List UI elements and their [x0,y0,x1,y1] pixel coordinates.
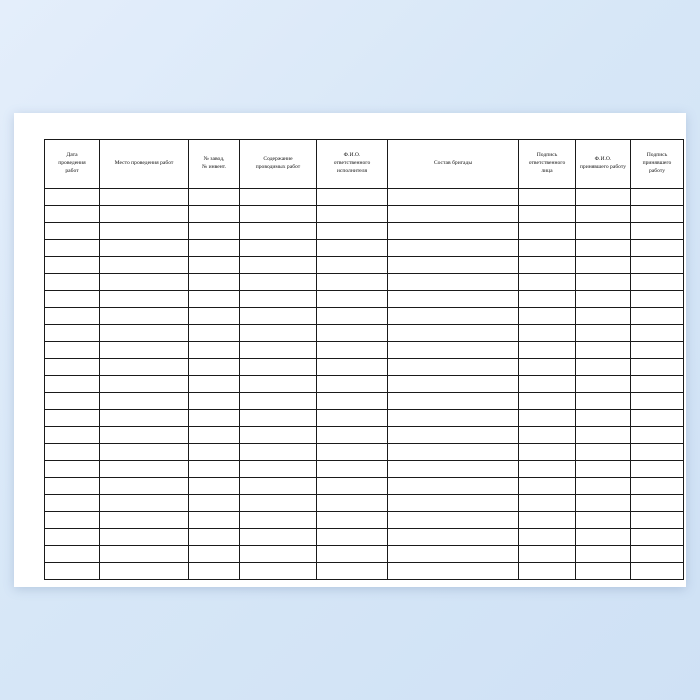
table-cell[interactable] [519,257,576,274]
table-cell[interactable] [576,495,631,512]
table-cell[interactable] [100,257,189,274]
table-cell[interactable] [189,376,240,393]
table-cell[interactable] [45,427,100,444]
table-cell[interactable] [45,359,100,376]
table-cell[interactable] [576,563,631,580]
table-cell[interactable] [631,427,684,444]
table-cell[interactable] [100,546,189,563]
table-cell[interactable] [576,478,631,495]
table-cell[interactable] [519,393,576,410]
header-line: Подпись [646,152,668,159]
table-cell[interactable] [240,274,317,291]
header-line: работ [65,167,79,174]
table-cell[interactable] [240,223,317,240]
table-cell[interactable] [388,359,519,376]
column-header-date [45,140,100,189]
table-cell[interactable] [317,495,388,512]
table-cell[interactable] [631,461,684,478]
table-cell[interactable] [317,359,388,376]
table-cell[interactable] [45,444,100,461]
header-line: Ф.И.О. [343,152,361,159]
table-cell[interactable] [317,257,388,274]
table-cell[interactable] [240,376,317,393]
table-row[interactable] [45,291,684,308]
table-cell[interactable] [519,342,576,359]
table-row[interactable] [45,410,684,427]
table-cell[interactable] [388,342,519,359]
header-line: № инвент. [201,164,227,170]
table-cell[interactable] [317,376,388,393]
column-header-numbers [189,140,240,189]
table-cell[interactable] [240,546,317,563]
table-cell[interactable] [189,308,240,325]
table-cell[interactable] [45,189,100,206]
table-cell[interactable] [576,342,631,359]
table-cell[interactable] [189,563,240,580]
table-cell[interactable] [519,529,576,546]
table-cell[interactable] [631,512,684,529]
table-cell[interactable] [189,206,240,223]
table-cell[interactable] [388,376,519,393]
table-row[interactable] [45,274,684,291]
table-cell[interactable] [388,206,519,223]
table-cell[interactable] [519,444,576,461]
table-cell[interactable] [317,546,388,563]
table-cell[interactable] [100,359,189,376]
table-cell[interactable] [388,291,519,308]
table-cell[interactable] [576,359,631,376]
column-header-place [100,140,189,189]
table-cell[interactable] [45,223,100,240]
table-cell[interactable] [45,240,100,257]
table-cell[interactable] [576,427,631,444]
table-cell[interactable] [100,427,189,444]
table-cell[interactable] [317,189,388,206]
header-line: Состав бригады [433,160,473,167]
table-cell[interactable] [388,308,519,325]
table-cell[interactable] [100,291,189,308]
table-cell[interactable] [388,325,519,342]
table-cell[interactable] [100,223,189,240]
table-cell[interactable] [519,223,576,240]
table-cell[interactable] [189,325,240,342]
table-cell[interactable] [100,529,189,546]
table-cell[interactable] [189,427,240,444]
column-header-acceptor-sign [631,140,684,189]
table-cell[interactable] [100,342,189,359]
table-row[interactable] [45,444,684,461]
table-cell[interactable] [317,206,388,223]
journal-table-wrapper [44,139,672,561]
table-cell[interactable] [240,291,317,308]
table-cell[interactable] [519,563,576,580]
table-cell[interactable] [100,512,189,529]
table-cell[interactable] [45,512,100,529]
table-row[interactable] [45,308,684,325]
table-body [45,189,684,580]
table-cell[interactable] [100,376,189,393]
table-cell[interactable] [317,512,388,529]
column-header-content [240,140,317,189]
table-cell[interactable] [576,325,631,342]
table-row[interactable] [45,529,684,546]
table-row[interactable] [45,512,684,529]
table-cell[interactable] [519,512,576,529]
table-row[interactable] [45,393,684,410]
table-cell[interactable] [631,410,684,427]
table-row[interactable] [45,563,684,580]
table-cell[interactable] [189,444,240,461]
table-cell[interactable] [45,461,100,478]
table-cell[interactable] [631,240,684,257]
table-cell[interactable] [388,223,519,240]
table-cell[interactable] [240,325,317,342]
table-row[interactable] [45,206,684,223]
table-cell[interactable] [240,427,317,444]
table-cell[interactable] [631,376,684,393]
table-cell[interactable] [631,529,684,546]
table-cell[interactable] [631,546,684,563]
table-cell[interactable] [631,257,684,274]
table-cell[interactable] [189,393,240,410]
header-line: работу [648,167,666,174]
table-cell[interactable] [388,529,519,546]
table-cell[interactable] [317,291,388,308]
header-line: Дата [66,152,78,159]
table-row[interactable] [45,376,684,393]
table-cell[interactable] [240,189,317,206]
header-line: ответственного [528,160,566,167]
table-cell[interactable] [388,274,519,291]
table-cell[interactable] [45,529,100,546]
table-cell[interactable] [45,325,100,342]
table-row[interactable] [45,189,684,206]
table-cell[interactable] [317,223,388,240]
table-cell[interactable] [189,495,240,512]
table-cell[interactable] [317,529,388,546]
table-cell[interactable] [317,478,388,495]
table-cell[interactable] [519,206,576,223]
table-cell[interactable] [100,393,189,410]
column-header-brigade [388,140,519,189]
table-cell[interactable] [388,410,519,427]
column-header-responsible [317,140,388,189]
table-cell[interactable] [388,240,519,257]
table-cell[interactable] [100,461,189,478]
table-cell[interactable] [240,495,317,512]
header-row [45,140,684,189]
table-cell[interactable] [100,478,189,495]
table-cell[interactable] [519,478,576,495]
table-cell[interactable] [576,206,631,223]
table-cell[interactable] [45,342,100,359]
header-line: Место проведения работ [114,160,174,167]
table-cell[interactable] [240,478,317,495]
table-cell[interactable] [519,308,576,325]
table-header [45,140,684,189]
table-cell[interactable] [631,291,684,308]
header-line: ответственного [333,160,371,167]
table-cell[interactable] [388,563,519,580]
table-cell[interactable] [317,342,388,359]
table-cell[interactable] [45,393,100,410]
table-cell[interactable] [388,546,519,563]
table-cell[interactable] [519,240,576,257]
table-cell[interactable] [317,461,388,478]
column-header-sign-responsible [519,140,576,189]
table-cell[interactable] [317,325,388,342]
table-cell[interactable] [240,308,317,325]
table-cell[interactable] [189,257,240,274]
header-line: лица [541,167,553,174]
table-cell[interactable] [388,512,519,529]
table-cell[interactable] [240,393,317,410]
table-row[interactable] [45,546,684,563]
table-cell[interactable] [189,410,240,427]
table-cell[interactable] [45,546,100,563]
table-cell[interactable] [631,393,684,410]
table-cell[interactable] [240,342,317,359]
table-cell[interactable] [189,189,240,206]
table-cell[interactable] [189,546,240,563]
table-cell[interactable] [317,410,388,427]
table-cell[interactable] [576,529,631,546]
table-cell[interactable] [576,444,631,461]
table-cell[interactable] [240,257,317,274]
document-sheet [14,113,686,587]
table-row[interactable] [45,427,684,444]
table-cell[interactable] [519,291,576,308]
table-cell[interactable] [100,206,189,223]
table-cell[interactable] [240,563,317,580]
table-cell[interactable] [317,393,388,410]
table-cell[interactable] [576,274,631,291]
table-cell[interactable] [100,563,189,580]
table-cell[interactable] [317,308,388,325]
table-row[interactable] [45,325,684,342]
table-cell[interactable] [45,376,100,393]
table-cell[interactable] [189,512,240,529]
table-cell[interactable] [631,359,684,376]
table-row[interactable] [45,223,684,240]
table-cell[interactable] [388,257,519,274]
table-cell[interactable] [100,410,189,427]
table-cell[interactable] [45,291,100,308]
header-line: № завод, [203,156,225,163]
table-cell[interactable] [45,257,100,274]
table-cell[interactable] [317,274,388,291]
table-cell[interactable] [576,291,631,308]
table-cell[interactable] [317,427,388,444]
table-cell[interactable] [576,410,631,427]
table-cell[interactable] [519,410,576,427]
table-row[interactable] [45,495,684,512]
header-line: принявшего [642,160,672,167]
header-line: Ф.И.О. [594,156,612,163]
table-cell[interactable] [240,240,317,257]
table-cell[interactable] [240,444,317,461]
table-cell[interactable] [240,410,317,427]
table-cell[interactable] [100,308,189,325]
table-cell[interactable] [631,308,684,325]
header-line: проведения [58,160,86,167]
table-cell[interactable] [576,240,631,257]
table-cell[interactable] [519,376,576,393]
table-row[interactable] [45,342,684,359]
table-cell[interactable] [189,342,240,359]
table-cell[interactable] [45,308,100,325]
table-cell[interactable] [240,512,317,529]
table-cell[interactable] [576,257,631,274]
header-line: принявшего работу [579,164,627,170]
header-line: исполнителя [336,167,368,174]
table-cell[interactable] [317,240,388,257]
table-cell[interactable] [388,393,519,410]
table-cell[interactable] [45,563,100,580]
table-cell[interactable] [388,478,519,495]
table-cell[interactable] [189,478,240,495]
table-cell[interactable] [576,308,631,325]
table-cell[interactable] [519,325,576,342]
table-row[interactable] [45,359,684,376]
table-row[interactable] [45,240,684,257]
table-cell[interactable] [189,223,240,240]
table-cell[interactable] [45,478,100,495]
table-cell[interactable] [100,444,189,461]
table-cell[interactable] [576,393,631,410]
table-cell[interactable] [631,274,684,291]
table-cell[interactable] [388,444,519,461]
table-cell[interactable] [388,495,519,512]
table-cell[interactable] [240,529,317,546]
table-cell[interactable] [240,461,317,478]
table-cell[interactable] [388,427,519,444]
table-cell[interactable] [100,240,189,257]
table-cell[interactable] [45,410,100,427]
table-cell[interactable] [189,529,240,546]
table-cell[interactable] [189,461,240,478]
table-cell[interactable] [100,325,189,342]
table-cell[interactable] [189,291,240,308]
table-cell[interactable] [240,206,317,223]
table-cell[interactable] [45,495,100,512]
table-row[interactable] [45,257,684,274]
table-cell[interactable] [576,512,631,529]
table-cell[interactable] [631,444,684,461]
table-cell[interactable] [240,359,317,376]
table-cell[interactable] [519,427,576,444]
table-cell[interactable] [100,189,189,206]
table-cell[interactable] [519,359,576,376]
table-cell[interactable] [576,546,631,563]
table-cell[interactable] [631,325,684,342]
table-cell[interactable] [317,563,388,580]
table-cell[interactable] [519,189,576,206]
table-cell[interactable] [100,274,189,291]
table-cell[interactable] [519,274,576,291]
table-cell[interactable] [631,223,684,240]
table-cell[interactable] [631,206,684,223]
table-cell[interactable] [45,274,100,291]
table-cell[interactable] [100,495,189,512]
table-cell[interactable] [519,546,576,563]
table-cell[interactable] [631,189,684,206]
table-cell[interactable] [631,563,684,580]
table-cell[interactable] [388,189,519,206]
column-header-acceptor-name [576,140,631,189]
table-row[interactable] [45,461,684,478]
table-row[interactable] [45,478,684,495]
header-line: Подпись [536,152,558,159]
header-line: Содержание [263,156,293,163]
table-cell[interactable] [631,342,684,359]
table-cell[interactable] [576,461,631,478]
table-cell[interactable] [576,223,631,240]
table-cell[interactable] [631,495,684,512]
table-cell[interactable] [189,274,240,291]
table-cell[interactable] [576,189,631,206]
table-cell[interactable] [45,206,100,223]
table-cell[interactable] [189,240,240,257]
table-cell[interactable] [519,495,576,512]
table-cell[interactable] [189,359,240,376]
table-cell[interactable] [519,461,576,478]
journal-table [44,139,684,580]
table-cell[interactable] [631,478,684,495]
table-cell[interactable] [317,444,388,461]
header-line: проводимых работ [255,164,301,170]
table-cell[interactable] [388,461,519,478]
table-cell[interactable] [576,376,631,393]
